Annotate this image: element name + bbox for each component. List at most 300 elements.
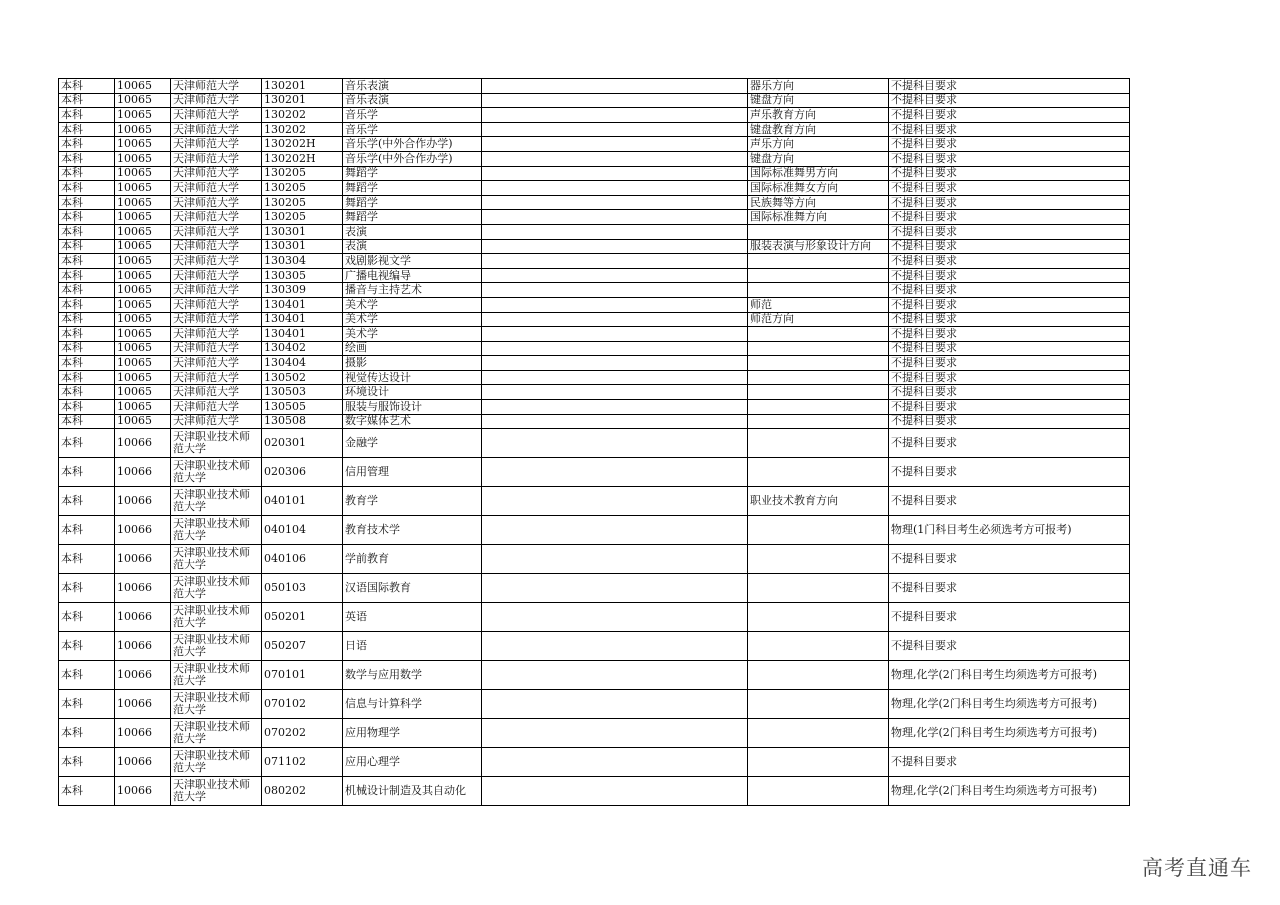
level-cell: 本科 [59, 312, 115, 327]
major-name-cell: 音乐学(中外合作办学) [343, 151, 482, 166]
school-name-cell: 天津职业技术师范大学 [171, 516, 262, 545]
school-name-cell: 天津师范大学 [171, 93, 262, 108]
school-name-cell: 天津师范大学 [171, 122, 262, 137]
major-name-cell: 信用管理 [343, 458, 482, 487]
subject-requirement-cell: 不提科目要求 [889, 429, 1130, 458]
remark-cell [482, 545, 748, 574]
table-row [59, 574, 1130, 603]
remark-cell [482, 224, 748, 239]
subject-requirement-cell: 不提科目要求 [889, 137, 1130, 152]
table-row [59, 341, 1130, 356]
direction-cell [748, 719, 889, 748]
major-code-cell: 130201 [262, 93, 343, 108]
school-name-cell: 天津职业技术师范大学 [171, 429, 262, 458]
school-code-cell: 10065 [115, 79, 171, 94]
school-code-cell: 10066 [115, 458, 171, 487]
direction-cell [748, 268, 889, 283]
table-row [59, 429, 1130, 458]
subject-requirement-cell: 不提科目要求 [889, 341, 1130, 356]
level-cell: 本科 [59, 239, 115, 254]
subject-requirement-cell: 不提科目要求 [889, 224, 1130, 239]
major-name-cell: 视觉传达设计 [343, 370, 482, 385]
table-row [59, 137, 1130, 152]
school-name-cell: 天津师范大学 [171, 108, 262, 123]
major-code-cell: 130404 [262, 356, 343, 371]
direction-cell [748, 777, 889, 806]
direction-cell [748, 414, 889, 429]
subject-requirement-cell: 不提科目要求 [889, 297, 1130, 312]
level-cell: 本科 [59, 356, 115, 371]
school-name-cell: 天津职业技术师范大学 [171, 719, 262, 748]
table-row [59, 400, 1130, 415]
table-row [59, 603, 1130, 632]
direction-cell [748, 545, 889, 574]
school-code-cell: 10066 [115, 748, 171, 777]
school-name-cell: 天津职业技术师范大学 [171, 632, 262, 661]
major-name-cell: 戏剧影视文学 [343, 254, 482, 269]
subject-requirement-cell: 不提科目要求 [889, 166, 1130, 181]
school-code-cell: 10065 [115, 297, 171, 312]
remark-cell [482, 195, 748, 210]
subject-requirement-cell: 物理(1门科目考生必须选考方可报考) [889, 516, 1130, 545]
subject-requirement-cell: 不提科目要求 [889, 545, 1130, 574]
major-code-cell: 130402 [262, 341, 343, 356]
level-cell: 本科 [59, 327, 115, 342]
school-name-cell: 天津师范大学 [171, 151, 262, 166]
remark-cell [482, 341, 748, 356]
school-name-cell: 天津师范大学 [171, 356, 262, 371]
level-cell: 本科 [59, 166, 115, 181]
school-code-cell: 10065 [115, 370, 171, 385]
table-body [59, 79, 1130, 806]
school-code-cell: 10066 [115, 429, 171, 458]
major-code-cell: 040101 [262, 487, 343, 516]
direction-cell: 声乐方向 [748, 137, 889, 152]
level-cell: 本科 [59, 341, 115, 356]
table-row [59, 370, 1130, 385]
direction-cell [748, 458, 889, 487]
subject-requirement-cell: 物理,化学(2门科目考生均须选考方可报考) [889, 661, 1130, 690]
level-cell: 本科 [59, 632, 115, 661]
direction-cell: 国际标准舞方向 [748, 210, 889, 225]
school-code-cell: 10065 [115, 356, 171, 371]
table-row [59, 239, 1130, 254]
school-name-cell: 天津职业技术师范大学 [171, 690, 262, 719]
major-name-cell: 广播电视编导 [343, 268, 482, 283]
table-row [59, 632, 1130, 661]
table-row [59, 487, 1130, 516]
level-cell: 本科 [59, 254, 115, 269]
direction-cell [748, 224, 889, 239]
direction-cell [748, 283, 889, 298]
subject-requirement-cell: 不提科目要求 [889, 79, 1130, 94]
major-code-cell: 071102 [262, 748, 343, 777]
major-name-cell: 学前教育 [343, 545, 482, 574]
level-cell: 本科 [59, 137, 115, 152]
school-name-cell: 天津师范大学 [171, 341, 262, 356]
major-name-cell: 表演 [343, 224, 482, 239]
subject-requirement-cell: 物理,化学(2门科目考生均须选考方可报考) [889, 777, 1130, 806]
major-code-cell: 130502 [262, 370, 343, 385]
remark-cell [482, 210, 748, 225]
level-cell: 本科 [59, 122, 115, 137]
major-code-cell: 130401 [262, 297, 343, 312]
table-row [59, 312, 1130, 327]
direction-cell: 键盘教育方向 [748, 122, 889, 137]
level-cell: 本科 [59, 777, 115, 806]
school-name-cell: 天津师范大学 [171, 254, 262, 269]
remark-cell [482, 400, 748, 415]
table-row [59, 777, 1130, 806]
level-cell: 本科 [59, 414, 115, 429]
school-name-cell: 天津师范大学 [171, 327, 262, 342]
subject-requirement-cell: 不提科目要求 [889, 632, 1130, 661]
requirements-table [58, 78, 1130, 806]
table-row [59, 93, 1130, 108]
major-name-cell: 汉语国际教育 [343, 574, 482, 603]
table-row [59, 151, 1130, 166]
school-name-cell: 天津师范大学 [171, 400, 262, 415]
major-code-cell: 130505 [262, 400, 343, 415]
subject-requirement-cell: 不提科目要求 [889, 603, 1130, 632]
level-cell: 本科 [59, 487, 115, 516]
school-code-cell: 10065 [115, 195, 171, 210]
subject-requirement-cell: 不提科目要求 [889, 574, 1130, 603]
level-cell: 本科 [59, 108, 115, 123]
subject-requirement-cell: 不提科目要求 [889, 312, 1130, 327]
school-code-cell: 10066 [115, 632, 171, 661]
school-name-cell: 天津职业技术师范大学 [171, 545, 262, 574]
major-code-cell: 130205 [262, 166, 343, 181]
school-name-cell: 天津职业技术师范大学 [171, 574, 262, 603]
major-name-cell: 表演 [343, 239, 482, 254]
direction-cell [748, 327, 889, 342]
school-name-cell: 天津师范大学 [171, 414, 262, 429]
major-name-cell: 舞蹈学 [343, 181, 482, 196]
table-row [59, 166, 1130, 181]
level-cell: 本科 [59, 516, 115, 545]
remark-cell [482, 777, 748, 806]
direction-cell [748, 690, 889, 719]
school-code-cell: 10066 [115, 516, 171, 545]
table-row [59, 254, 1130, 269]
table-row [59, 327, 1130, 342]
school-name-cell: 天津师范大学 [171, 239, 262, 254]
school-name-cell: 天津师范大学 [171, 370, 262, 385]
subject-requirement-cell: 不提科目要求 [889, 400, 1130, 415]
subject-requirement-cell: 不提科目要求 [889, 414, 1130, 429]
major-code-cell: 130508 [262, 414, 343, 429]
table-row [59, 297, 1130, 312]
major-name-cell: 金融学 [343, 429, 482, 458]
major-name-cell: 教育技术学 [343, 516, 482, 545]
major-name-cell: 音乐学 [343, 108, 482, 123]
major-name-cell: 日语 [343, 632, 482, 661]
school-code-cell: 10065 [115, 151, 171, 166]
table-row [59, 108, 1130, 123]
remark-cell [482, 719, 748, 748]
major-code-cell: 070101 [262, 661, 343, 690]
level-cell: 本科 [59, 151, 115, 166]
direction-cell [748, 429, 889, 458]
remark-cell [482, 239, 748, 254]
subject-requirement-cell: 不提科目要求 [889, 210, 1130, 225]
subject-requirement-cell: 不提科目要求 [889, 327, 1130, 342]
direction-cell: 师范 [748, 297, 889, 312]
remark-cell [482, 137, 748, 152]
school-code-cell: 10066 [115, 603, 171, 632]
school-code-cell: 10065 [115, 254, 171, 269]
table-row [59, 283, 1130, 298]
table-row [59, 195, 1130, 210]
school-name-cell: 天津职业技术师范大学 [171, 777, 262, 806]
level-cell: 本科 [59, 661, 115, 690]
remark-cell [482, 312, 748, 327]
major-name-cell: 英语 [343, 603, 482, 632]
level-cell: 本科 [59, 370, 115, 385]
school-name-cell: 天津师范大学 [171, 137, 262, 152]
major-name-cell: 环境设计 [343, 385, 482, 400]
school-name-cell: 天津职业技术师范大学 [171, 458, 262, 487]
major-name-cell: 教育学 [343, 487, 482, 516]
school-name-cell: 天津师范大学 [171, 224, 262, 239]
major-code-cell: 070102 [262, 690, 343, 719]
direction-cell: 民族舞等方向 [748, 195, 889, 210]
major-code-cell: 130202 [262, 108, 343, 123]
remark-cell [482, 487, 748, 516]
level-cell: 本科 [59, 297, 115, 312]
remark-cell [482, 254, 748, 269]
school-name-cell: 天津职业技术师范大学 [171, 661, 262, 690]
direction-cell: 师范方向 [748, 312, 889, 327]
level-cell: 本科 [59, 719, 115, 748]
direction-cell [748, 632, 889, 661]
remark-cell [482, 297, 748, 312]
major-name-cell: 舞蹈学 [343, 166, 482, 181]
remark-cell [482, 574, 748, 603]
direction-cell: 器乐方向 [748, 79, 889, 94]
level-cell: 本科 [59, 400, 115, 415]
major-name-cell: 数字媒体艺术 [343, 414, 482, 429]
table-row [59, 748, 1130, 777]
school-name-cell: 天津师范大学 [171, 385, 262, 400]
school-code-cell: 10065 [115, 166, 171, 181]
major-code-cell: 130309 [262, 283, 343, 298]
school-code-cell: 10066 [115, 719, 171, 748]
remark-cell [482, 370, 748, 385]
remark-cell [482, 632, 748, 661]
major-name-cell: 舞蹈学 [343, 210, 482, 225]
subject-requirement-cell: 不提科目要求 [889, 122, 1130, 137]
subject-requirement-cell: 物理,化学(2门科目考生均须选考方可报考) [889, 690, 1130, 719]
school-name-cell: 天津师范大学 [171, 181, 262, 196]
level-cell: 本科 [59, 458, 115, 487]
remark-cell [482, 690, 748, 719]
school-name-cell: 天津职业技术师范大学 [171, 487, 262, 516]
direction-cell [748, 661, 889, 690]
table-row [59, 545, 1130, 574]
school-name-cell: 天津职业技术师范大学 [171, 748, 262, 777]
remark-cell [482, 414, 748, 429]
level-cell: 本科 [59, 690, 115, 719]
school-code-cell: 10066 [115, 545, 171, 574]
level-cell: 本科 [59, 79, 115, 94]
remark-cell [482, 748, 748, 777]
table-row [59, 181, 1130, 196]
direction-cell: 声乐教育方向 [748, 108, 889, 123]
school-code-cell: 10065 [115, 312, 171, 327]
school-code-cell: 10066 [115, 487, 171, 516]
major-name-cell: 数学与应用数学 [343, 661, 482, 690]
subject-requirement-cell: 不提科目要求 [889, 254, 1130, 269]
remark-cell [482, 79, 748, 94]
school-code-cell: 10066 [115, 661, 171, 690]
school-code-cell: 10065 [115, 400, 171, 415]
remark-cell [482, 181, 748, 196]
major-name-cell: 播音与主持艺术 [343, 283, 482, 298]
major-name-cell: 美术学 [343, 312, 482, 327]
major-code-cell: 130205 [262, 195, 343, 210]
direction-cell: 键盘方向 [748, 93, 889, 108]
school-code-cell: 10065 [115, 341, 171, 356]
major-name-cell: 应用心理学 [343, 748, 482, 777]
direction-cell [748, 356, 889, 371]
major-name-cell: 美术学 [343, 327, 482, 342]
major-code-cell: 080202 [262, 777, 343, 806]
major-code-cell: 020301 [262, 429, 343, 458]
subject-requirement-cell: 不提科目要求 [889, 93, 1130, 108]
level-cell: 本科 [59, 748, 115, 777]
school-code-cell: 10065 [115, 385, 171, 400]
major-code-cell: 130401 [262, 327, 343, 342]
major-code-cell: 130304 [262, 254, 343, 269]
school-code-cell: 10066 [115, 777, 171, 806]
remark-cell [482, 385, 748, 400]
major-code-cell: 130305 [262, 268, 343, 283]
major-code-cell: 050201 [262, 603, 343, 632]
direction-cell [748, 516, 889, 545]
major-name-cell: 应用物理学 [343, 719, 482, 748]
remark-cell [482, 108, 748, 123]
direction-cell [748, 254, 889, 269]
school-code-cell: 10065 [115, 108, 171, 123]
level-cell: 本科 [59, 224, 115, 239]
direction-cell [748, 748, 889, 777]
major-code-cell: 040106 [262, 545, 343, 574]
major-code-cell: 130301 [262, 239, 343, 254]
school-name-cell: 天津师范大学 [171, 166, 262, 181]
major-code-cell: 050207 [262, 632, 343, 661]
direction-cell [748, 370, 889, 385]
direction-cell: 服装表演与形象设计方向 [748, 239, 889, 254]
level-cell: 本科 [59, 385, 115, 400]
major-name-cell: 舞蹈学 [343, 195, 482, 210]
school-code-cell: 10065 [115, 122, 171, 137]
table-row [59, 690, 1130, 719]
remark-cell [482, 603, 748, 632]
remark-cell [482, 429, 748, 458]
school-code-cell: 10065 [115, 414, 171, 429]
major-code-cell: 130401 [262, 312, 343, 327]
table-row [59, 414, 1130, 429]
remark-cell [482, 268, 748, 283]
level-cell: 本科 [59, 268, 115, 283]
level-cell: 本科 [59, 545, 115, 574]
major-code-cell: 130205 [262, 210, 343, 225]
remark-cell [482, 283, 748, 298]
remark-cell [482, 166, 748, 181]
level-cell: 本科 [59, 283, 115, 298]
direction-cell [748, 603, 889, 632]
major-name-cell: 音乐学 [343, 122, 482, 137]
school-name-cell: 天津师范大学 [171, 268, 262, 283]
table-row [59, 661, 1130, 690]
remark-cell [482, 327, 748, 342]
level-cell: 本科 [59, 195, 115, 210]
remark-cell [482, 516, 748, 545]
subject-requirement-cell: 不提科目要求 [889, 239, 1130, 254]
table-row [59, 122, 1130, 137]
school-code-cell: 10065 [115, 239, 171, 254]
school-code-cell: 10065 [115, 283, 171, 298]
major-code-cell: 130202H [262, 151, 343, 166]
major-code-cell: 070202 [262, 719, 343, 748]
major-code-cell: 130301 [262, 224, 343, 239]
school-code-cell: 10065 [115, 93, 171, 108]
school-name-cell: 天津师范大学 [171, 195, 262, 210]
school-code-cell: 10065 [115, 327, 171, 342]
school-name-cell: 天津师范大学 [171, 283, 262, 298]
subject-requirement-cell: 不提科目要求 [889, 283, 1130, 298]
table-row [59, 516, 1130, 545]
major-name-cell: 绘画 [343, 341, 482, 356]
table-row [59, 719, 1130, 748]
remark-cell [482, 458, 748, 487]
direction-cell [748, 400, 889, 415]
remark-cell [482, 661, 748, 690]
watermark-text: 高考直通车 [1142, 856, 1252, 880]
school-name-cell: 天津职业技术师范大学 [171, 603, 262, 632]
major-name-cell: 机械设计制造及其自动化 [343, 777, 482, 806]
school-code-cell: 10065 [115, 268, 171, 283]
remark-cell [482, 356, 748, 371]
table-row [59, 224, 1130, 239]
direction-cell [748, 574, 889, 603]
subject-requirement-cell: 不提科目要求 [889, 370, 1130, 385]
major-code-cell: 050103 [262, 574, 343, 603]
school-name-cell: 天津师范大学 [171, 210, 262, 225]
level-cell: 本科 [59, 429, 115, 458]
major-name-cell: 美术学 [343, 297, 482, 312]
school-name-cell: 天津师范大学 [171, 297, 262, 312]
major-code-cell: 040104 [262, 516, 343, 545]
major-code-cell: 130202 [262, 122, 343, 137]
subject-requirement-cell: 不提科目要求 [889, 458, 1130, 487]
major-name-cell: 服装与服饰设计 [343, 400, 482, 415]
level-cell: 本科 [59, 210, 115, 225]
table-row [59, 210, 1130, 225]
direction-cell: 国际标准舞女方向 [748, 181, 889, 196]
table-row [59, 458, 1130, 487]
major-name-cell: 音乐学(中外合作办学) [343, 137, 482, 152]
subject-requirement-cell: 不提科目要求 [889, 181, 1130, 196]
subject-requirement-cell: 不提科目要求 [889, 385, 1130, 400]
major-code-cell: 020306 [262, 458, 343, 487]
subject-requirement-cell: 不提科目要求 [889, 356, 1130, 371]
school-code-cell: 10065 [115, 137, 171, 152]
school-code-cell: 10065 [115, 181, 171, 196]
subject-requirement-cell: 不提科目要求 [889, 151, 1130, 166]
